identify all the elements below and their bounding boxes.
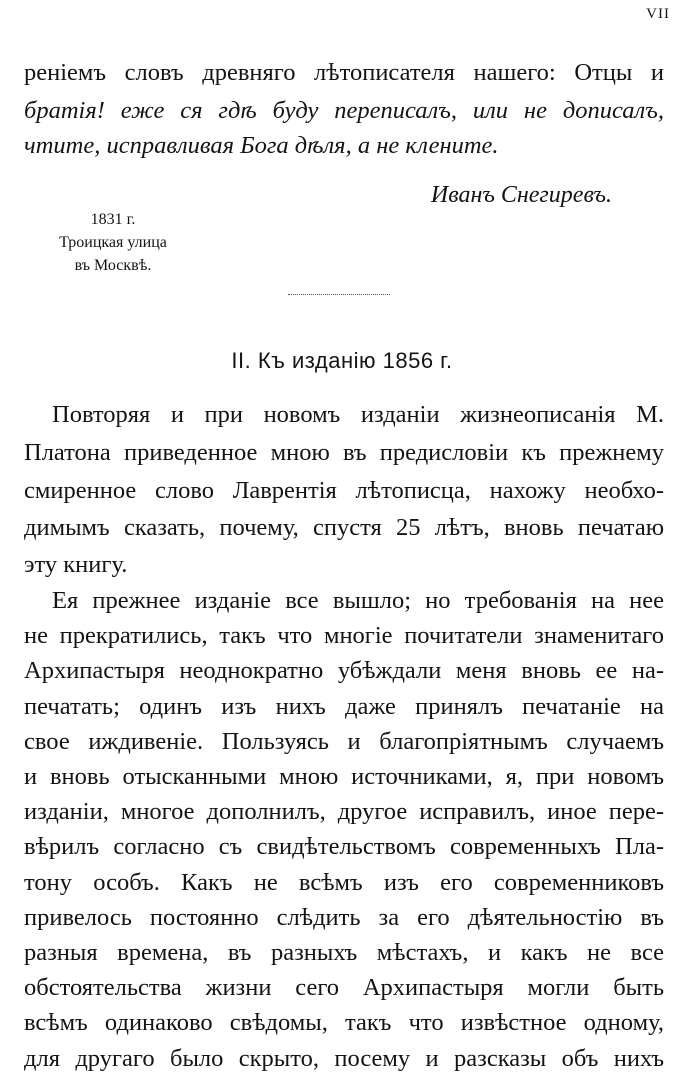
p2-line-3: Архипастыря неоднократно убѣждали меня вновь ее на- bbox=[24, 657, 664, 685]
intro-line-3 bbox=[24, 131, 664, 161]
intro-line-2 bbox=[24, 96, 664, 126]
section-divider bbox=[288, 294, 390, 295]
intro-line-1-text: ренiемъ словъ древняго лѣтописателя нашего: Отцы и bbox=[24, 59, 664, 86]
intro-line-3-text: чтите, исправливая Бога дѣля, а не клените. bbox=[24, 132, 499, 159]
p2-line-2: не прекратились, такъ что многiе почитатели знаменитаго bbox=[24, 622, 664, 650]
intro-line-1 bbox=[24, 58, 664, 88]
p2-line-5: свое иждивенiе. Пользуясь и благопрiятнымъ случаемъ bbox=[24, 727, 664, 755]
p2-line-12: обстоятельства жизни сего Архипастыря могли быть bbox=[24, 974, 664, 1002]
p1-line-4: димымъ сказать, почему, спустя 25 лѣтъ, вновь печатаю bbox=[24, 514, 664, 541]
p2-line-14: для другаго было скрыто, посему и разсказы объ нихъ bbox=[24, 1044, 664, 1072]
intro-line-2-text: братiя! еже ся гдѣ буду переписалъ, или не дописалъ, bbox=[24, 97, 664, 124]
p1-line-3: смиренное слово Лаврентiя лѣтописца, нахожу необхо- bbox=[24, 477, 664, 504]
p1-line-2: Платона приведенное мною въ предисловiи къ прежнему bbox=[24, 439, 664, 466]
p2-line-11: разныя времена, въ разныхъ мѣстахъ, и какъ не все bbox=[24, 939, 664, 966]
section-heading: II. Къ изданiю 1856 г. bbox=[231, 348, 453, 373]
p2-line-10: привелось постоянно слѣдить за его дѣятельностiю въ bbox=[24, 903, 664, 931]
p2-line-13: всѣмъ одинаково свѣдомы, такъ что извѣстное одному, bbox=[24, 1009, 664, 1037]
p2-line-8: вѣрилъ согласно съ свидѣтельствомъ современныхъ Пла- bbox=[24, 833, 664, 861]
page-number: VII bbox=[646, 6, 670, 22]
place-year: 1831 г. bbox=[90, 211, 136, 228]
place-date-block bbox=[38, 208, 188, 277]
place-city: въ Москвѣ. bbox=[74, 257, 152, 274]
p2-line-7: изданiи, многое дополнилъ, другое исправилъ, иное пере- bbox=[24, 798, 664, 826]
p2-line-1: Ея прежнее изданiе все вышло; но требованiя на нее bbox=[52, 587, 664, 614]
p2-line-6: и вновь отысканными мною источниками, я, при новомъ bbox=[24, 763, 664, 790]
p2-line-4: печатать; одинъ изъ нихъ даже принялъ печатанiе на bbox=[24, 692, 664, 720]
place-street: Троицкая улица bbox=[59, 234, 167, 251]
p1-line-1: Повторяя и при новомъ изданiи жизнеописанiя М. bbox=[52, 401, 664, 428]
author-signature: Иванъ Снегиревъ. bbox=[430, 182, 612, 208]
p2-line-9: тону особъ. Какъ не всѣмъ изъ его современниковъ bbox=[24, 868, 664, 896]
p1-line-5: эту книгу. bbox=[24, 551, 128, 578]
